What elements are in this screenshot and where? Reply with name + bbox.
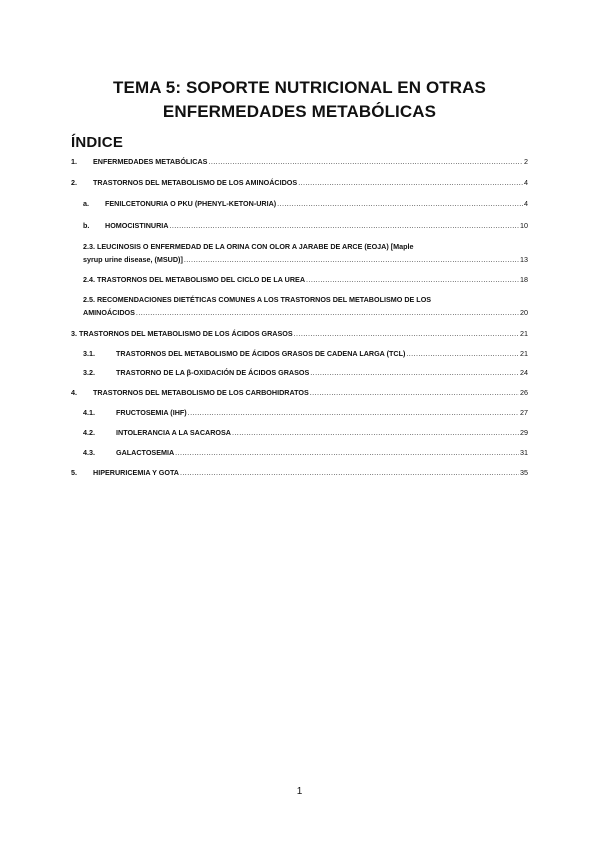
toc-entry-title: syrup urine disease, (MSUD)] xyxy=(83,255,183,264)
toc-entry-number: 5. xyxy=(71,468,77,477)
toc-entry[interactable] xyxy=(83,294,528,318)
toc-leader-dots xyxy=(310,367,519,378)
toc-entry-title: ENFERMEDADES METABÓLICAS xyxy=(93,157,208,166)
toc-entry[interactable] xyxy=(83,274,528,285)
toc-leader-dots xyxy=(277,198,523,209)
toc-entry[interactable] xyxy=(71,467,528,478)
toc-entry[interactable] xyxy=(83,220,528,231)
toc-entry-page: 20 xyxy=(520,308,528,317)
toc-entry-title-line1: 2.3. LEUCINOSIS O ENFERMEDAD DE LA ORINA CON OLOR A JARABE DE ARCE (EOJA) [Maple xyxy=(83,242,414,251)
toc-entry[interactable] xyxy=(71,387,528,398)
toc-entry[interactable] xyxy=(71,328,528,339)
toc-entry-page: 4 xyxy=(524,178,528,187)
toc-entry-page: 21 xyxy=(520,329,528,338)
toc-leader-dots xyxy=(298,177,523,188)
toc-entry-title: FENILCETONURIA O PKU (PHENYL-KETON-URIA) xyxy=(105,199,277,208)
toc-entry-number: 3.1. xyxy=(83,349,95,358)
page-number: 1 xyxy=(296,786,303,797)
toc-leader-dots xyxy=(188,407,519,418)
toc-entry-number: 2. xyxy=(71,178,77,187)
toc-entry[interactable] xyxy=(83,198,528,209)
toc-entry-page: 29 xyxy=(520,428,528,437)
toc-entry-page: 13 xyxy=(520,255,528,264)
toc-entry[interactable] xyxy=(71,177,528,188)
toc-entry-number: 4.3. xyxy=(83,448,95,457)
toc-entry-page: 35 xyxy=(520,468,528,477)
toc-entry-number: b. xyxy=(83,221,90,230)
toc-entry[interactable] xyxy=(83,407,528,418)
toc-entry-page: 21 xyxy=(520,349,528,358)
toc-leader-dots xyxy=(306,274,519,285)
toc-entry-title: GALACTOSEMIA xyxy=(116,448,175,457)
toc-entry-number: 4.1. xyxy=(83,408,95,417)
toc-entry[interactable] xyxy=(83,447,528,458)
toc-leader-dots xyxy=(180,467,519,478)
toc-leader-dots xyxy=(170,220,520,231)
toc-entry[interactable] xyxy=(83,427,528,438)
toc-leader-dots xyxy=(232,427,519,438)
toc-entry-title: FRUCTOSEMIA (IHF) xyxy=(116,408,187,417)
toc-entry[interactable] xyxy=(83,367,528,378)
toc-entry[interactable] xyxy=(71,156,528,167)
document-title xyxy=(60,76,539,124)
toc-entry-page: 10 xyxy=(520,221,528,230)
toc-entry-title: 2.4. TRASTORNOS DEL METABOLISMO DEL CICLO DE LA UREA xyxy=(83,275,306,284)
toc-entry-title: TRASTORNO DE LA β-OXIDACIÓN DE ÁCIDOS GRASOS xyxy=(116,368,310,377)
toc-leader-dots xyxy=(406,348,519,359)
toc-entry-number: 1. xyxy=(71,157,77,166)
toc-entry-page: 31 xyxy=(520,448,528,457)
toc-entry-number: 4.2. xyxy=(83,428,95,437)
toc-entry-page: 24 xyxy=(520,368,528,377)
toc-entry-title: INTOLERANCIA A LA SACAROSA xyxy=(116,428,231,437)
toc-entry[interactable] xyxy=(83,348,528,359)
toc-leader-dots xyxy=(184,254,519,265)
toc-entry-title: TRASTORNOS DEL METABOLISMO DE LOS CARBOHIDRATOS xyxy=(93,388,309,397)
toc-leader-dots xyxy=(175,447,519,458)
toc-leader-dots xyxy=(136,307,519,318)
title-line-1: TEMA 5: SOPORTE NUTRICIONAL EN OTRAS xyxy=(113,78,486,97)
toc-entry-title-line1: 2.5. RECOMENDACIONES DIETÉTICAS COMUNES A LOS TRASTORNOS DEL METABOLISMO DE LOS xyxy=(83,295,432,304)
toc-entry-page: 26 xyxy=(520,388,528,397)
toc-entry-title: TRASTORNOS DEL METABOLISMO DE LOS AMINOÁCIDOS xyxy=(93,178,298,187)
toc-entry-number: 3.2. xyxy=(83,368,95,377)
toc-entry-page: 27 xyxy=(520,408,528,417)
toc-entry-number: 4. xyxy=(71,388,77,397)
toc-entry-title: 3. TRASTORNOS DEL METABOLISMO DE LOS ÁCIDOS GRASOS xyxy=(71,329,293,338)
toc-heading: ÍNDICE xyxy=(71,134,124,151)
toc-entry-page: 2 xyxy=(524,157,528,166)
title-line-2: ENFERMEDADES METABÓLICAS xyxy=(162,102,437,121)
toc-entry-title: HOMOCISTINURIA xyxy=(105,221,169,230)
toc-entry-page: 4 xyxy=(524,199,528,208)
toc-entry-number: a. xyxy=(83,199,89,208)
toc-entry[interactable] xyxy=(83,241,528,265)
toc-entry-title: TRASTORNOS DEL METABOLISMO DE ÁCIDOS GRASOS DE CADENA LARGA (TCL) xyxy=(116,349,406,358)
toc-leader-dots xyxy=(208,156,523,167)
toc-leader-dots xyxy=(310,387,519,398)
toc-entry-title: AMINOÁCIDOS xyxy=(83,308,135,317)
toc-entry-page: 18 xyxy=(520,275,528,284)
toc-leader-dots xyxy=(294,328,519,339)
toc-entry-title: HIPERURICEMIA Y GOTA xyxy=(93,468,179,477)
